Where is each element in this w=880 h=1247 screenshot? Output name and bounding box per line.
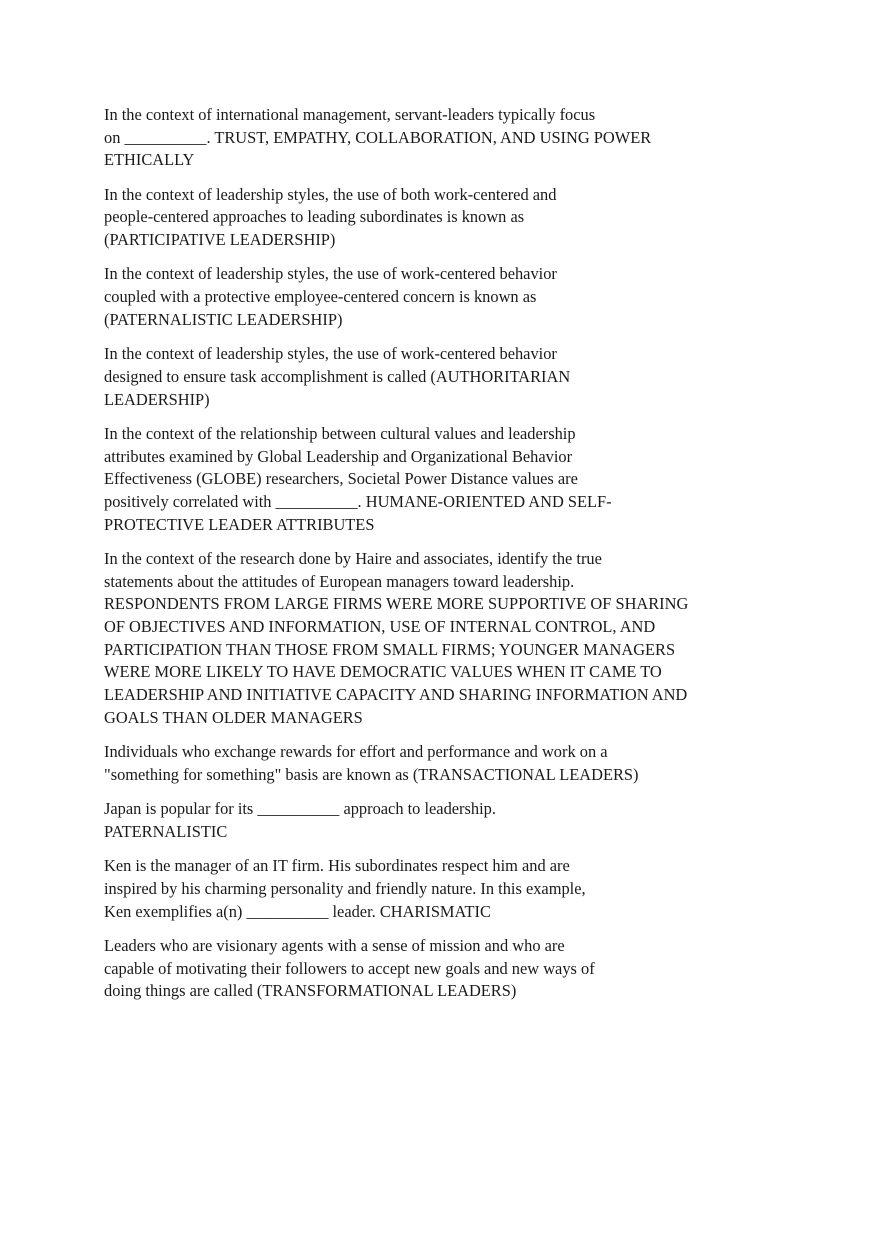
text-line: on __________. TRUST, EMPATHY, COLLABORATION, AND USING POWER <box>104 127 652 147</box>
text-line: Effectiveness (GLOBE) researchers, Societal Power Distance values are <box>104 469 578 489</box>
text-line: In the context of international management, servant-leaders typically focus <box>104 105 596 124</box>
text-line: In the context of leadership styles, the use of both work-centered and <box>104 184 557 204</box>
text-line: LEADERSHIP AND INITIATIVE CAPACITY AND SHARING INFORMATION AND <box>104 685 688 705</box>
text-line: ETHICALLY <box>104 150 195 170</box>
text-line: Individuals who exchange rewards for effort and performance and work on a <box>104 742 608 762</box>
text-line: GOALS THAN OLDER MANAGERS <box>104 707 363 727</box>
text-line: capable of motivating their followers to accept new goals and new ways of <box>104 958 595 978</box>
text-line: (PARTICIPATIVE LEADERSHIP) <box>104 230 336 250</box>
text-line: PARTICIPATION THAN THOSE FROM SMALL FIRMS; YOUNGER MANAGERS <box>104 639 676 659</box>
text-line: positively correlated with __________. HUMANE-ORIENTED AND SELF- <box>104 491 612 511</box>
text-line: attributes examined by Global Leadership and Organizational Behavior <box>104 446 573 466</box>
document-body <box>104 104 744 1015</box>
text-line: Japan is popular for its __________ approach to leadership. <box>104 799 496 819</box>
text-line: Leaders who are visionary agents with a sense of mission and who are <box>104 935 565 955</box>
qa-paragraph-authoritarian <box>104 343 744 411</box>
qa-paragraph-japan <box>104 798 744 843</box>
qa-paragraph-globe <box>104 423 744 537</box>
text-line: designed to ensure task accomplishment is called (AUTHORITARIAN <box>104 366 571 386</box>
qa-paragraph-transactional <box>104 741 744 786</box>
text-line: In the context of leadership styles, the use of work-centered behavior <box>104 264 557 284</box>
qa-paragraph-charismatic <box>104 855 744 923</box>
text-line: statements about the attitudes of European managers toward leadership. <box>104 571 575 591</box>
text-line: Ken is the manager of an IT firm. His subordinates respect him and are <box>104 856 570 876</box>
text-line: (PATERNALISTIC LEADERSHIP) <box>104 309 343 329</box>
text-line: doing things are called (TRANSFORMATIONAL LEADERS) <box>104 981 517 1001</box>
text-line: Ken exemplifies a(n) __________ leader. CHARISMATIC <box>104 901 491 921</box>
text-line: PROTECTIVE LEADER ATTRIBUTES <box>104 514 375 534</box>
qa-paragraph-servant-leaders <box>104 104 744 172</box>
qa-paragraph-paternalistic <box>104 263 744 331</box>
text-line: PATERNALISTIC <box>104 821 228 841</box>
text-line: In the context of leadership styles, the use of work-centered behavior <box>104 344 557 364</box>
text-line: LEADERSHIP) <box>104 389 210 409</box>
qa-paragraph-transformational <box>104 935 744 1003</box>
text-line: OF OBJECTIVES AND INFORMATION, USE OF INTERNAL CONTROL, AND <box>104 617 656 637</box>
text-line: inspired by his charming personality and friendly nature. In this example, <box>104 878 586 898</box>
text-line: WERE MORE LIKELY TO HAVE DEMOCRATIC VALUES WHEN IT CAME TO <box>104 662 662 682</box>
text-line: "something for something" basis are known as (TRANSACTIONAL LEADERS) <box>104 764 639 784</box>
qa-paragraph-haire <box>104 548 744 730</box>
qa-paragraph-participative <box>104 184 744 252</box>
text-line: In the context of the relationship between cultural values and leadership <box>104 423 576 443</box>
text-line: coupled with a protective employee-centered concern is known as <box>104 287 537 307</box>
text-line: In the context of the research done by Haire and associates, identify the true <box>104 548 602 568</box>
text-line: RESPONDENTS FROM LARGE FIRMS WERE MORE SUPPORTIVE OF SHARING <box>104 594 689 614</box>
text-line: people-centered approaches to leading subordinates is known as <box>104 207 525 227</box>
